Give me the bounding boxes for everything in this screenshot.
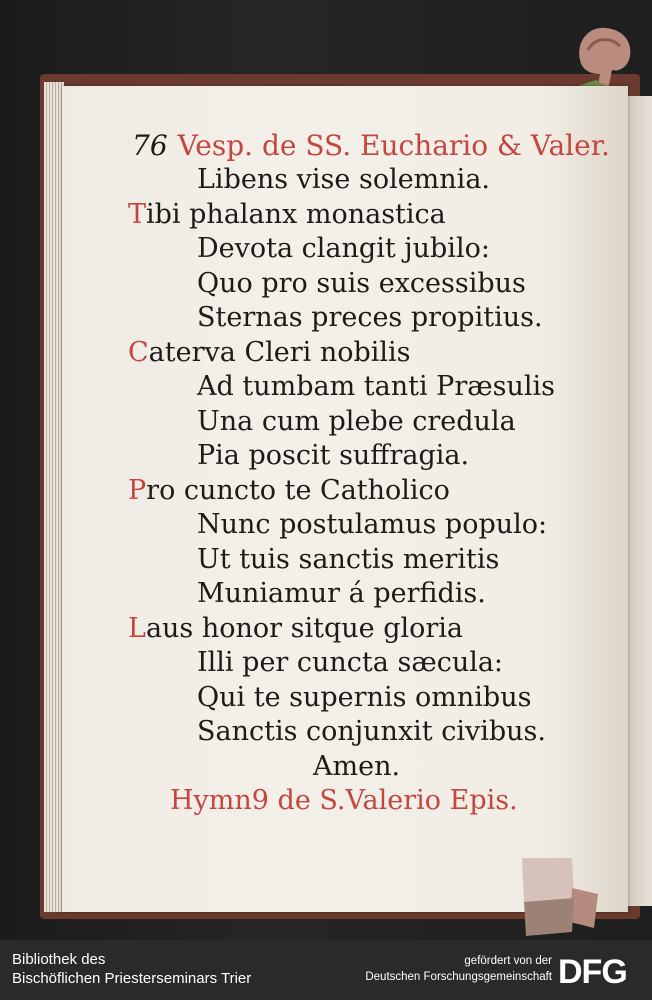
next-hymn-heading: Hymn9 de S.Valerio Epis. xyxy=(170,785,518,816)
verse-text: Pia poscit suffragia. xyxy=(197,440,470,471)
verse-line xyxy=(197,716,546,748)
verse-line xyxy=(197,440,469,472)
verse-text: Nunc postulamus populo: xyxy=(197,509,548,540)
verse-text: Quo pro suis excessibus xyxy=(197,267,526,299)
funder-line-1: gefördert von der xyxy=(464,955,552,967)
verse-text: ibi phalanx monastica xyxy=(146,198,446,230)
verse-line xyxy=(197,682,531,714)
verse-line xyxy=(197,647,503,679)
verse-line xyxy=(197,544,499,576)
verse-text: Devota clangit jubilo: xyxy=(197,233,490,264)
verse-text: ro cuncto te Catholico xyxy=(146,474,450,506)
facing-page-edge xyxy=(626,96,652,906)
library-name xyxy=(12,950,251,988)
verse-line xyxy=(197,268,526,300)
rubric-initial: C xyxy=(128,336,149,368)
verse-line xyxy=(197,233,490,265)
verse-line xyxy=(128,337,411,369)
verse-line xyxy=(197,371,555,403)
verse-line xyxy=(197,578,486,610)
dfg-logo xyxy=(558,952,642,988)
rubric-initial: P xyxy=(128,474,147,506)
verse-line xyxy=(197,164,490,196)
funder-credit xyxy=(365,953,552,985)
verse-text: Sternas preces propitius. xyxy=(197,302,543,333)
page-edges xyxy=(44,82,64,912)
bookmark-ribbon-bottom-icon xyxy=(512,858,602,938)
rubric-initial: L xyxy=(128,612,146,644)
dfg-logo-text: DFG xyxy=(558,953,627,988)
verse-text: Ad tumbam tanti Præsulis xyxy=(197,371,556,402)
verse-text: aterva Cleri nobilis xyxy=(148,336,411,368)
verse-text: Una cum plebe credula xyxy=(197,405,516,437)
library-line-1: Bibliothek des xyxy=(12,951,106,968)
rubric-initial: T xyxy=(128,198,147,230)
verse-line xyxy=(128,475,450,507)
verse-text: Illi per cuncta sæcula: xyxy=(197,647,504,678)
verse-text: Ut tuis sanctis meritis xyxy=(197,543,500,575)
verse-text: aus honor sitque gloria xyxy=(145,612,464,644)
funder-line-2: Deutschen Forschungsgemeinschaft xyxy=(365,971,552,983)
library-line-2: Bischöflichen Priesterseminars Trier xyxy=(12,970,252,987)
verse-line xyxy=(197,302,543,334)
footer-bar xyxy=(0,940,652,1000)
running-head-title: Vesp. de SS. Euchario & Valer. xyxy=(177,129,610,162)
running-head xyxy=(132,130,610,162)
page-number: 76 xyxy=(132,129,168,162)
verse-line xyxy=(128,199,446,231)
verse-text: Qui te supernis omnibus xyxy=(197,681,532,713)
verse-line xyxy=(197,406,516,438)
verse-line xyxy=(128,613,463,645)
verse-text: Sanctis conjunxit civibus. xyxy=(197,716,546,747)
amen-line: Amen. xyxy=(313,750,401,782)
verse-text: Libens vise solemnia. xyxy=(197,164,490,195)
verse-line xyxy=(197,509,547,541)
verse-text: Muniamur á perfidis. xyxy=(197,578,486,609)
